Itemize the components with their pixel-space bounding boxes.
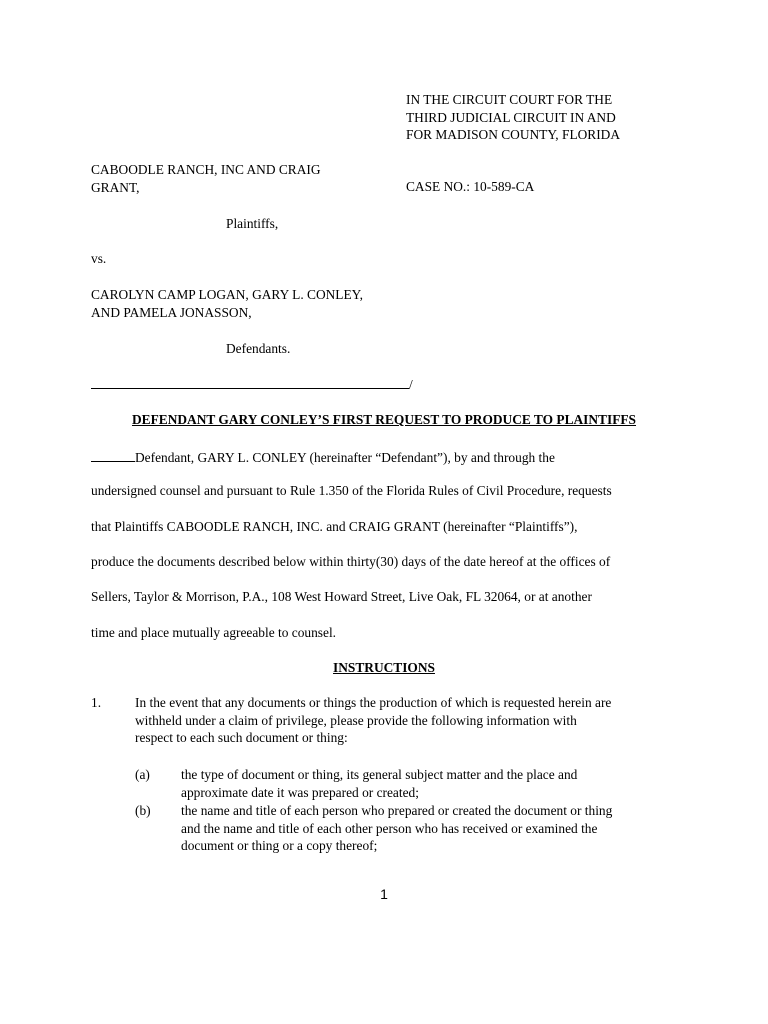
- plaintiff-name-line: GRANT,: [91, 179, 140, 195]
- sub-item-text-a: [181, 766, 577, 801]
- instruction-text: [135, 694, 611, 747]
- case-number: CASE NO.: 10-589-CA: [406, 179, 535, 194]
- body-paragraph-line: produce the documents described below within thirty(30) days of the date hereof at the offices of: [91, 554, 611, 569]
- versus-label: vs.: [91, 251, 107, 266]
- caption-divider: [91, 374, 413, 394]
- caption-rule: [91, 374, 409, 389]
- caption-slash: /: [409, 377, 413, 392]
- defendant-name-line: AND PAMELA JONASSON,: [91, 304, 252, 320]
- body-line-text: Defendant, GARY L. CONLEY (hereinafter “Defendant”), by and through the: [135, 450, 555, 465]
- sub-item-line: approximate date it was prepared or created;: [181, 784, 419, 800]
- plaintiffs-label: Plaintiffs,: [226, 216, 279, 231]
- body-paragraph-line: that Plaintiffs CABOODLE RANCH, INC. and CRAIG GRANT (hereinafter “Plaintiffs”),: [91, 519, 578, 534]
- document-title: DEFENDANT GARY CONLEY’S FIRST REQUEST TO PRODUCE TO PLAINTIFFS: [131, 412, 637, 427]
- sub-item-line: document or thing or a copy thereof;: [181, 838, 378, 853]
- court-line: FOR MADISON COUNTY, FLORIDA: [406, 127, 621, 142]
- instruction-line: respect to each such document or thing:: [135, 730, 348, 745]
- court-heading: [406, 91, 620, 144]
- page-number: 1: [380, 886, 388, 902]
- paragraph-indent-rule: [91, 447, 135, 462]
- body-paragraph-line: time and place mutually agreeable to counsel.: [91, 625, 337, 640]
- court-line: THIRD JUDICIAL CIRCUIT IN AND: [406, 109, 616, 125]
- sub-item-text-b: [181, 802, 612, 855]
- plaintiff-names: [91, 161, 321, 196]
- instruction-line: In the event that any documents or things the production of which is requested herein are: [135, 695, 612, 710]
- instruction-number: 1.: [91, 695, 102, 710]
- plaintiff-name-line: CABOODLE RANCH, INC AND CRAIG: [91, 162, 321, 177]
- defendant-names: [91, 286, 363, 321]
- instructions-heading: INSTRUCTIONS: [333, 660, 435, 675]
- sub-item-label-b: (b): [135, 803, 151, 818]
- sub-item-label-a: (a): [135, 767, 150, 782]
- body-paragraph-line: undersigned counsel and pursuant to Rule 1.350 of the Florida Rules of Civil Procedure, requests: [91, 483, 612, 498]
- body-paragraph-line: [91, 447, 555, 467]
- sub-item-line: and the name and title of each other person who has received or examined the: [181, 820, 598, 836]
- court-line: IN THE CIRCUIT COURT FOR THE: [406, 92, 613, 107]
- body-paragraph-line: Sellers, Taylor & Morrison, P.A., 108 West Howard Street, Live Oak, FL 32064, or at another: [91, 589, 592, 604]
- sub-item-line: the name and title of each person who prepared or created the document or thing: [181, 803, 613, 818]
- instruction-line: withheld under a claim of privilege, please provide the following information with: [135, 712, 577, 728]
- defendant-name-line: CAROLYN CAMP LOGAN, GARY L. CONLEY,: [91, 287, 363, 302]
- defendants-label: Defendants.: [226, 341, 291, 356]
- sub-item-line: the type of document or thing, its general subject matter and the place and: [181, 767, 578, 782]
